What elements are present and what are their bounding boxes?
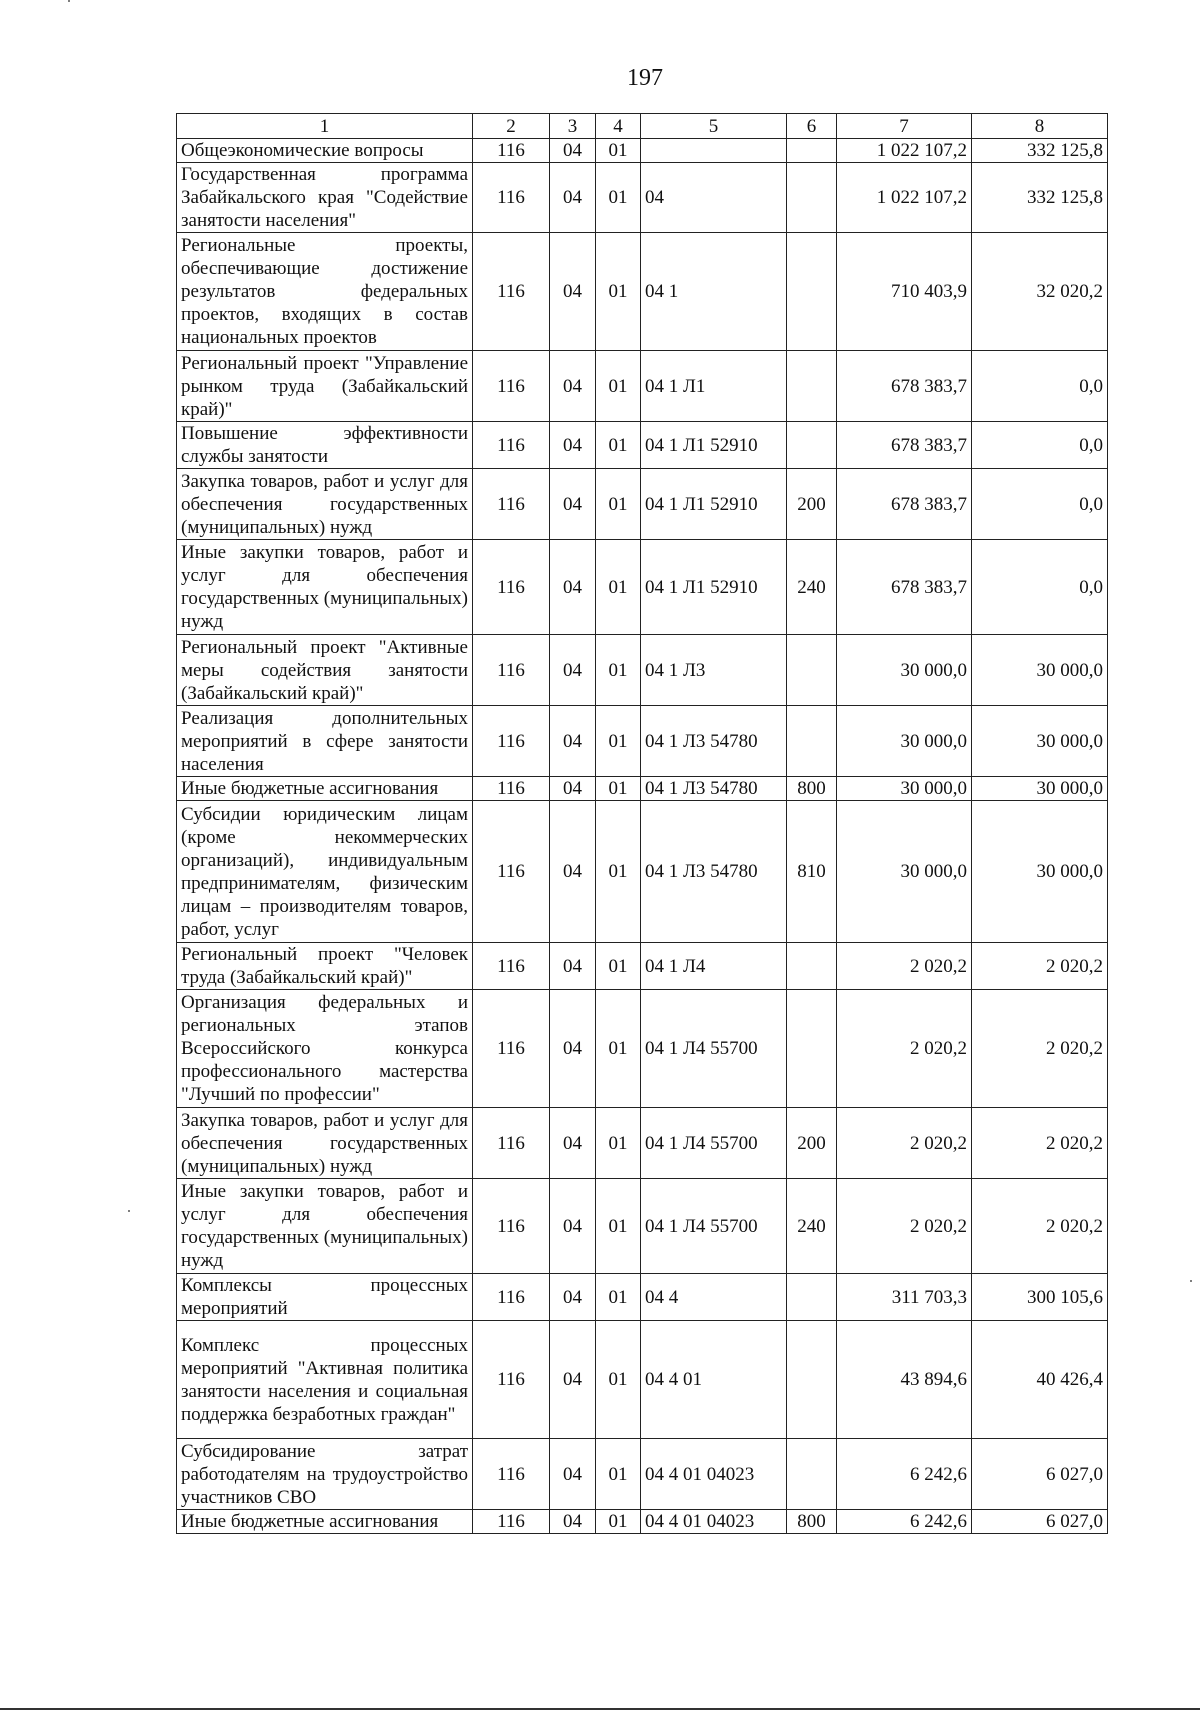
amount-col8-cell: 30 000,0 [972, 777, 1108, 801]
row-name-cell: Комплексы процессных мероприятий [177, 1274, 473, 1321]
table-row [177, 351, 1108, 422]
target-article-cell: 04 1 Л3 54780 [641, 777, 787, 801]
amount-col7-cell: 43 894,6 [837, 1321, 972, 1439]
table-header-row [177, 114, 1108, 139]
target-article-cell: 04 4 01 04023 [641, 1510, 787, 1534]
amount-col8-cell: 0,0 [972, 540, 1108, 635]
target-article-cell: 04 1 Л4 55700 [641, 1179, 787, 1274]
amount-col8-cell: 2 020,2 [972, 1179, 1108, 1274]
chapter-code-cell: 116 [473, 1321, 550, 1439]
subsection-code-cell: 01 [596, 777, 641, 801]
amount-col8-cell: 300 105,6 [972, 1274, 1108, 1321]
table-row [177, 139, 1108, 163]
row-name-cell: Региональный проект "Активные меры содействия занятости (Забайкальский край)" [177, 635, 473, 706]
amount-col7-cell: 678 383,7 [837, 422, 972, 469]
amount-col7-cell: 1 022 107,2 [837, 163, 972, 233]
row-name-cell: Повышение эффективности службы занятости [177, 422, 473, 469]
chapter-code-cell: 116 [473, 351, 550, 422]
amount-col7-cell: 6 242,6 [837, 1439, 972, 1510]
subsection-code-cell: 01 [596, 1108, 641, 1179]
scan-artifact [1190, 1280, 1192, 1282]
amount-col8-cell: 32 020,2 [972, 233, 1108, 351]
section-code-cell: 04 [550, 943, 596, 990]
expense-type-cell: 800 [787, 1510, 837, 1534]
expense-type-cell [787, 233, 837, 351]
chapter-code-cell: 116 [473, 163, 550, 233]
expense-type-cell [787, 1274, 837, 1321]
subsection-code-cell: 01 [596, 139, 641, 163]
amount-col7-cell: 30 000,0 [837, 777, 972, 801]
section-code-cell: 04 [550, 540, 596, 635]
target-article-cell: 04 4 01 04023 [641, 1439, 787, 1510]
amount-col7-cell: 2 020,2 [837, 1108, 972, 1179]
chapter-code-cell: 116 [473, 1274, 550, 1321]
target-article-cell: 04 1 Л1 52910 [641, 469, 787, 540]
expense-type-cell [787, 943, 837, 990]
row-name-cell: Комплекс процессных мероприятий "Активная политика занятости населения и социальная поддержка безработных граждан" [177, 1321, 473, 1439]
expense-type-cell [787, 422, 837, 469]
amount-col8-cell: 0,0 [972, 422, 1108, 469]
section-code-cell: 04 [550, 777, 596, 801]
chapter-code-cell: 116 [473, 540, 550, 635]
table-row [177, 540, 1108, 635]
row-name-cell: Организация федеральных и региональных этапов Всероссийского конкурса профессионального мастерства "Лучший по профессии" [177, 990, 473, 1108]
chapter-code-cell: 116 [473, 706, 550, 777]
section-code-cell: 04 [550, 1179, 596, 1274]
target-article-cell: 04 1 Л3 54780 [641, 706, 787, 777]
subsection-code-cell: 01 [596, 706, 641, 777]
row-name-cell: Иные закупки товаров, работ и услуг для обеспечения государственных (муниципальных) нужд [177, 540, 473, 635]
amount-col7-cell: 2 020,2 [837, 990, 972, 1108]
amount-col8-cell: 30 000,0 [972, 706, 1108, 777]
section-code-cell: 04 [550, 635, 596, 706]
target-article-cell [641, 139, 787, 163]
subsection-code-cell: 01 [596, 422, 641, 469]
subsection-code-cell: 01 [596, 233, 641, 351]
section-code-cell: 04 [550, 1108, 596, 1179]
chapter-code-cell: 116 [473, 1439, 550, 1510]
target-article-cell: 04 [641, 163, 787, 233]
subsection-code-cell: 01 [596, 1274, 641, 1321]
budget-table [176, 113, 1108, 1534]
row-name-cell: Субсидии юридическим лицам (кроме некоммерческих организаций), индивидуальным предпринимателям, физическим лицам – производителям товаров, работ, услуг [177, 801, 473, 943]
row-name-cell: Государственная программа Забайкальского края "Содействие занятости населения" [177, 163, 473, 233]
table-row [177, 1179, 1108, 1274]
header-cell: 1 [177, 114, 473, 139]
amount-col7-cell: 1 022 107,2 [837, 139, 972, 163]
amount-col7-cell: 678 383,7 [837, 540, 972, 635]
subsection-code-cell: 01 [596, 801, 641, 943]
expense-type-cell [787, 139, 837, 163]
table-row [177, 706, 1108, 777]
subsection-code-cell: 01 [596, 163, 641, 233]
row-name-cell: Общеэкономические вопросы [177, 139, 473, 163]
expense-type-cell [787, 1439, 837, 1510]
subsection-code-cell: 01 [596, 351, 641, 422]
chapter-code-cell: 116 [473, 943, 550, 990]
expense-type-cell: 810 [787, 801, 837, 943]
expense-type-cell [787, 635, 837, 706]
table-row [177, 943, 1108, 990]
section-code-cell: 04 [550, 139, 596, 163]
section-code-cell: 04 [550, 706, 596, 777]
chapter-code-cell: 116 [473, 1510, 550, 1534]
target-article-cell: 04 1 Л1 52910 [641, 540, 787, 635]
row-name-cell: Закупка товаров, работ и услуг для обеспечения государственных (муниципальных) нужд [177, 469, 473, 540]
row-name-cell: Иные закупки товаров, работ и услуг для обеспечения государственных (муниципальных) нужд [177, 1179, 473, 1274]
chapter-code-cell: 116 [473, 777, 550, 801]
table-row [177, 801, 1108, 943]
amount-col7-cell: 30 000,0 [837, 801, 972, 943]
table-row [177, 469, 1108, 540]
amount-col8-cell: 40 426,4 [972, 1321, 1108, 1439]
table-row [177, 777, 1108, 801]
chapter-code-cell: 116 [473, 139, 550, 163]
subsection-code-cell: 01 [596, 1439, 641, 1510]
amount-col8-cell: 332 125,8 [972, 139, 1108, 163]
expense-type-cell [787, 351, 837, 422]
amount-col8-cell: 0,0 [972, 351, 1108, 422]
target-article-cell: 04 1 Л1 [641, 351, 787, 422]
section-code-cell: 04 [550, 801, 596, 943]
chapter-code-cell: 116 [473, 990, 550, 1108]
expense-type-cell [787, 706, 837, 777]
amount-col7-cell: 30 000,0 [837, 635, 972, 706]
page-number: 197 [627, 65, 663, 91]
target-article-cell: 04 1 Л3 [641, 635, 787, 706]
amount-col7-cell: 678 383,7 [837, 469, 972, 540]
subsection-code-cell: 01 [596, 540, 641, 635]
target-article-cell: 04 1 Л4 [641, 943, 787, 990]
target-article-cell: 04 1 Л4 55700 [641, 1108, 787, 1179]
expense-type-cell: 240 [787, 540, 837, 635]
section-code-cell: 04 [550, 422, 596, 469]
amount-col7-cell: 30 000,0 [837, 706, 972, 777]
target-article-cell: 04 4 [641, 1274, 787, 1321]
subsection-code-cell: 01 [596, 1179, 641, 1274]
chapter-code-cell: 116 [473, 801, 550, 943]
amount-col8-cell: 2 020,2 [972, 1108, 1108, 1179]
section-code-cell: 04 [550, 1510, 596, 1534]
row-name-cell: Иные бюджетные ассигнования [177, 1510, 473, 1534]
header-cell: 2 [473, 114, 550, 139]
amount-col7-cell: 311 703,3 [837, 1274, 972, 1321]
row-name-cell: Реализация дополнительных мероприятий в сфере занятости населения [177, 706, 473, 777]
subsection-code-cell: 01 [596, 1510, 641, 1534]
expense-type-cell: 800 [787, 777, 837, 801]
subsection-code-cell: 01 [596, 635, 641, 706]
table-row [177, 635, 1108, 706]
section-code-cell: 04 [550, 1439, 596, 1510]
chapter-code-cell: 116 [473, 1108, 550, 1179]
row-name-cell: Региональные проекты, обеспечивающие достижение результатов федеральных проектов, входящих в состав национальных проектов [177, 233, 473, 351]
row-name-cell: Субсидирование затрат работодателям на трудоустройство участников СВО [177, 1439, 473, 1510]
target-article-cell: 04 1 Л3 54780 [641, 801, 787, 943]
table-row [177, 233, 1108, 351]
amount-col7-cell: 6 242,6 [837, 1510, 972, 1534]
subsection-code-cell: 01 [596, 943, 641, 990]
section-code-cell: 04 [550, 1321, 596, 1439]
amount-col8-cell: 6 027,0 [972, 1510, 1108, 1534]
amount-col8-cell: 0,0 [972, 469, 1108, 540]
amount-col8-cell: 30 000,0 [972, 635, 1108, 706]
target-article-cell: 04 1 [641, 233, 787, 351]
section-code-cell: 04 [550, 1274, 596, 1321]
target-article-cell: 04 4 01 [641, 1321, 787, 1439]
expense-type-cell [787, 1321, 837, 1439]
subsection-code-cell: 01 [596, 469, 641, 540]
row-name-cell: Иные бюджетные ассигнования [177, 777, 473, 801]
header-cell: 5 [641, 114, 787, 139]
row-name-cell: Закупка товаров, работ и услуг для обеспечения государственных (муниципальных) нужд [177, 1108, 473, 1179]
subsection-code-cell: 01 [596, 1321, 641, 1439]
amount-col8-cell: 2 020,2 [972, 943, 1108, 990]
amount-col7-cell: 2 020,2 [837, 943, 972, 990]
amount-col8-cell: 6 027,0 [972, 1439, 1108, 1510]
amount-col7-cell: 678 383,7 [837, 351, 972, 422]
amount-col8-cell: 332 125,8 [972, 163, 1108, 233]
chapter-code-cell: 116 [473, 233, 550, 351]
table-row [177, 990, 1108, 1108]
table-row [177, 1274, 1108, 1321]
amount-col7-cell: 710 403,9 [837, 233, 972, 351]
scan-artifact [68, 0, 70, 2]
chapter-code-cell: 116 [473, 1179, 550, 1274]
chapter-code-cell: 116 [473, 469, 550, 540]
amount-col8-cell: 2 020,2 [972, 990, 1108, 1108]
target-article-cell: 04 1 Л4 55700 [641, 990, 787, 1108]
expense-type-cell [787, 163, 837, 233]
table-row [177, 1510, 1108, 1534]
header-cell: 8 [972, 114, 1108, 139]
target-article-cell: 04 1 Л1 52910 [641, 422, 787, 469]
chapter-code-cell: 116 [473, 422, 550, 469]
section-code-cell: 04 [550, 163, 596, 233]
amount-col7-cell: 2 020,2 [837, 1179, 972, 1274]
section-code-cell: 04 [550, 351, 596, 422]
row-name-cell: Региональный проект "Человек труда (Забайкальский край)" [177, 943, 473, 990]
table-row [177, 1439, 1108, 1510]
header-cell: 6 [787, 114, 837, 139]
expense-type-cell [787, 990, 837, 1108]
section-code-cell: 04 [550, 469, 596, 540]
chapter-code-cell: 116 [473, 635, 550, 706]
section-code-cell: 04 [550, 990, 596, 1108]
row-name-cell: Региональный проект "Управление рынком труда (Забайкальский край)" [177, 351, 473, 422]
header-cell: 4 [596, 114, 641, 139]
page-bottom-rule [0, 1708, 1200, 1710]
expense-type-cell: 240 [787, 1179, 837, 1274]
expense-type-cell: 200 [787, 1108, 837, 1179]
header-cell: 3 [550, 114, 596, 139]
header-cell: 7 [837, 114, 972, 139]
table-row [177, 422, 1108, 469]
table-row [177, 1108, 1108, 1179]
expense-type-cell: 200 [787, 469, 837, 540]
scan-artifact [128, 1210, 130, 1212]
amount-col8-cell: 30 000,0 [972, 801, 1108, 943]
subsection-code-cell: 01 [596, 990, 641, 1108]
table-row [177, 163, 1108, 233]
section-code-cell: 04 [550, 233, 596, 351]
table-row [177, 1321, 1108, 1439]
